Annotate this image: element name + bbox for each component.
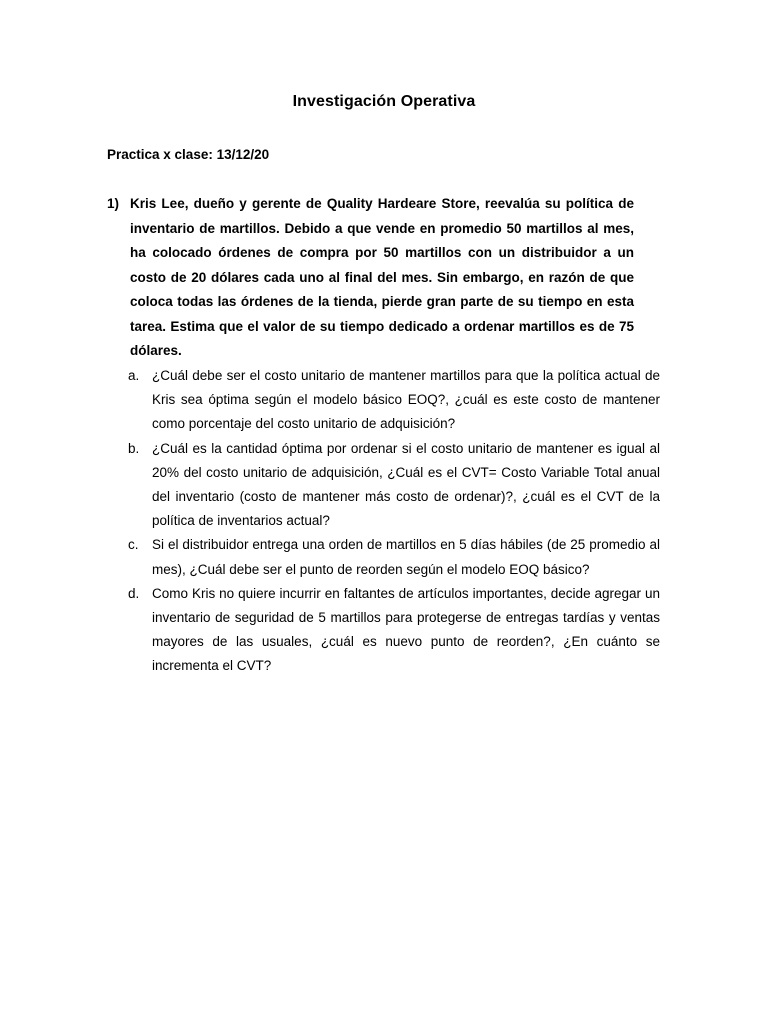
question-statement: Kris Lee, dueño y gerente de Quality Hardeare Store, reevalúa su política de inventario de martillos. Debido a que vende en promedio 50 martillos al mes, ha colocado órdenes de compra por 50 martillos con un distribuidor a un costo de 20 dólares cada uno al final del mes. Sin embargo, en razón de que coloca todas las órdenes de la tienda, pierde gran parte de su tiempo en esta tarea. Estima que el valor de su tiempo dedicado a ordenar martillos es de 75 dólares. (130, 196, 634, 358)
sub-question-letter: c. (128, 537, 139, 553)
question-number: 1) (107, 196, 120, 211)
document-title: Investigación Operativa (292, 93, 476, 110)
sub-question-text: Como Kris no quiere incurrir en faltantes de artículos importantes, decide agregar un inventario de seguridad de 5 martillos para protegerse de entregas tardías y ventas mayores de las usuales, ¿cuál es nuevo punto de reorden?, ¿En cuánto se incrementa el CVT? (152, 585, 660, 674)
sub-question-list (128, 364, 660, 679)
sub-question-a (128, 364, 660, 437)
sub-question-text: ¿Cuál es la cantidad óptima por ordenar si el costo unitario de mantener es igual al 20% del costo unitario de adquisición, ¿Cuál es el CVT= Costo Variable Total anual del inventario (costo de mantener más costo de ordenar)?, ¿cuál es el CVT de la política de inventarios actual? (152, 440, 660, 529)
sub-question-b (128, 437, 660, 534)
sub-question-text: Si el distribuidor entrega una orden de martillos en 5 días hábiles (de 25 promedio al mes), ¿Cuál debe ser el punto de reorden según el modelo EOQ básico? (152, 537, 660, 577)
sub-question-letter: b. (128, 440, 140, 456)
sub-question-letter: d. (128, 585, 140, 601)
sub-question-text: ¿Cuál debe ser el costo unitario de mantener martillos para que la política actual de Kris sea óptima según el modelo básico EOQ?, ¿cuál es este costo de mantener como porcentaje del costo unitario de adquisición? (152, 368, 660, 432)
practice-date-line: Practica x clase: 13/12/20 (107, 147, 270, 162)
sub-question-c (128, 533, 660, 581)
sub-question-d (128, 582, 660, 679)
sub-question-letter: a. (128, 368, 140, 383)
